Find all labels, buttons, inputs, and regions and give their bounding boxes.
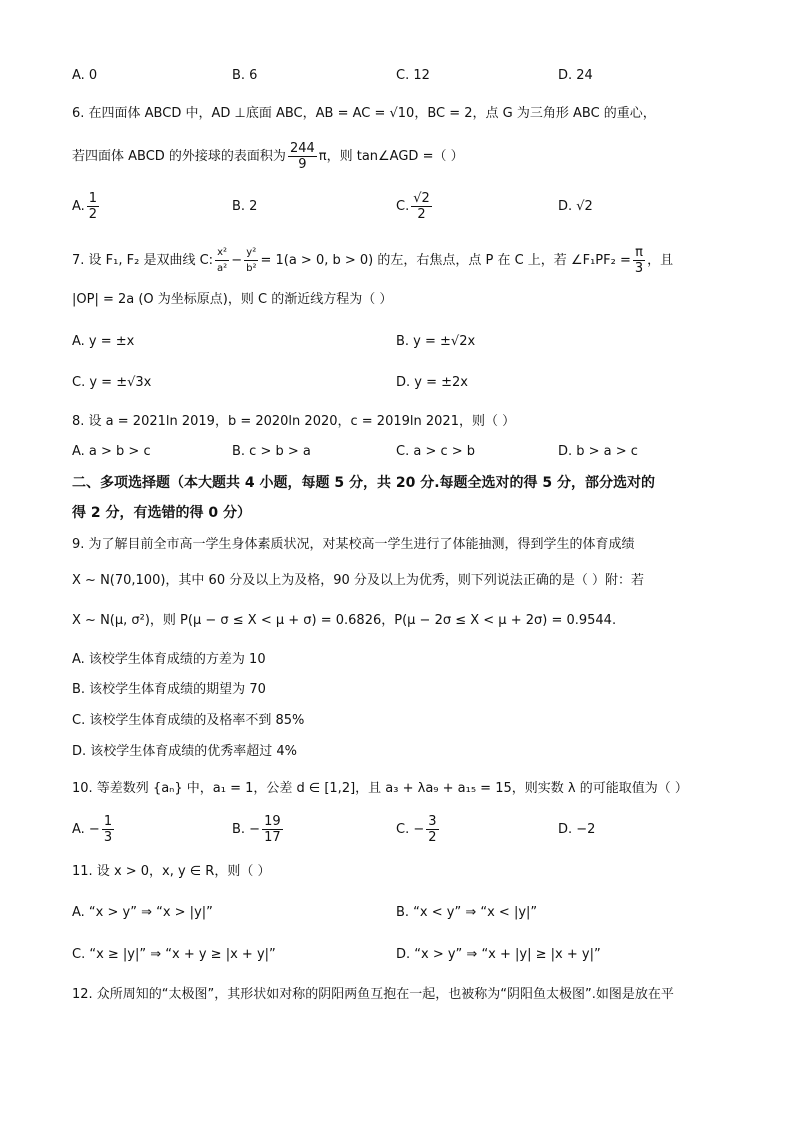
q6-fraction-num: 244	[289, 141, 315, 156]
q10-option-a-num: 1	[103, 814, 113, 829]
q7-minus: −	[231, 253, 243, 268]
q7-hyperbola-y-frac	[244, 245, 258, 276]
q7-angle-num: π	[633, 245, 645, 261]
q6-option-c-num: √2	[413, 191, 430, 206]
q9-option-b: B. 该校学生体育成绩的期望为 70	[72, 682, 266, 697]
q10-option-a-den: 3	[103, 830, 113, 845]
q5-option-a: A. 0	[72, 68, 98, 83]
q10-option-c	[396, 812, 441, 848]
q9-option-a: A. 该校学生体育成绩的方差为 10	[72, 652, 266, 667]
q9-stem-line1: 9. 为了解目前全市高一学生身体素质状况，对某校高一学生进行了体能抽测，得到学生的体育成绩	[72, 537, 635, 552]
q11-option-a: A. “x > y” ⇒ “x > |y|”	[72, 905, 213, 920]
q8-option-a: A. a > b > c	[72, 444, 151, 459]
q8-option-c: C. a > c > b	[396, 444, 476, 459]
q11-stem: 11. 设 x > 0，x, y ∈ R，则（ ）	[72, 864, 271, 879]
q8-option-d: D. b > a > c	[558, 444, 638, 459]
q6-fraction-den: 9	[298, 157, 307, 172]
q6-stem-line2	[72, 140, 464, 174]
q6-option-c	[396, 190, 434, 224]
q10-option-b	[232, 812, 285, 848]
q11-option-b: B. “x < y” ⇒ “x < |y|”	[396, 905, 538, 920]
q6-option-c-frac	[411, 191, 432, 222]
q6-option-b: B. 2	[232, 199, 258, 214]
q6-option-a-den: 2	[88, 207, 98, 222]
q12-stem: 12. 众所周知的“太极图”，其形状如对称的阴阳两鱼互抱在一起，也被称为“阴阳鱼太极图”.如图是放在平	[72, 987, 674, 1002]
q6-stem-line2-pre: 若四面体 ABCD 的外接球的表面积为	[72, 149, 286, 164]
q10-option-c-den: 2	[428, 830, 437, 845]
q6-option-a-label: A.	[72, 199, 85, 214]
q7-hy-num: y²	[244, 245, 258, 261]
q10-option-d: D. −2	[558, 822, 596, 837]
q5-option-c: C. 12	[396, 68, 430, 83]
q7-option-a: A. y = ±x	[72, 334, 135, 349]
q7-stem-line2: |OP| = 2a (O 为坐标原点)，则 C 的渐近线方程为（ ）	[72, 292, 393, 307]
q10-stem: 10. 等差数列 {aₙ} 中，a₁ = 1，公差 d ∈ [1,2]，且 a₃ + λa₉ + a₁₅ = 15，则实数 λ 的可能取值为（ ）	[72, 781, 688, 796]
q10-option-a-label: A. −	[72, 822, 100, 837]
q6-option-a-frac	[87, 191, 99, 222]
q7-stem-line1	[72, 244, 673, 278]
q5-option-b: B. 6	[232, 68, 258, 83]
q9-option-d: D. 该校学生体育成绩的优秀率超过 4%	[72, 744, 298, 759]
q6-option-a-num: 1	[88, 191, 98, 206]
q10-option-a	[72, 812, 116, 848]
q9-stem-line3: X ~ N(μ, σ²)，则 P(μ − σ ≤ X < μ + σ) = 0.6826，P(μ − 2σ ≤ X < μ + 2σ) = 0.9544.	[72, 613, 617, 628]
q7-stem-pre: 7. 设 F₁, F₂ 是双曲线 C:	[72, 253, 214, 268]
q7-angle-frac	[633, 245, 645, 276]
q8-stem: 8. 设 a = 2021ln 2019，b = 2020ln 2020，c = 2019ln 2021，则（ ）	[72, 414, 516, 429]
q8-option-b: B. c > b > a	[232, 444, 311, 459]
q6-option-c-label: C.	[396, 199, 410, 214]
q7-option-c: C. y = ±√3x	[72, 375, 152, 390]
section2-heading-line1: 二、多项选择题（本大题共 4 小题，每题 5 分，共 20 分.每题全选对的得 5 分，部分选对的	[72, 475, 656, 491]
q6-option-c-den: 2	[417, 207, 426, 222]
q6-stem-line1: 6. 在四面体 ABCD 中，AD ⊥底面 ABC，AB = AC = √10，BC = 2，点 G 为三角形 ABC 的重心，	[72, 106, 656, 121]
q7-angle-den: 3	[634, 261, 644, 276]
q6-stem-line2-post: π，则 tan∠AGD =（ ）	[318, 149, 464, 164]
q10-option-b-label: B. −	[232, 822, 261, 837]
q7-hx-den: a²	[217, 263, 228, 274]
q6-option-d: D. √2	[558, 199, 593, 214]
q5-option-d: D. 24	[558, 68, 593, 83]
q7-stem-post: ，且	[647, 253, 674, 268]
q6-fraction	[288, 141, 317, 172]
q11-option-c: C. “x ≥ |y|” ⇒ “x + y ≥ |x + y|”	[72, 947, 276, 962]
q10-option-c-frac	[426, 814, 438, 845]
q10-option-c-label: C. −	[396, 822, 425, 837]
q6-option-a	[72, 190, 101, 224]
q10-option-c-num: 3	[428, 814, 437, 829]
q9-option-c: C. 该校学生体育成绩的及格率不到 85%	[72, 713, 305, 728]
q7-hyperbola-x-frac	[215, 245, 229, 276]
q7-hx-num: x²	[215, 245, 229, 261]
q10-option-b-num: 19	[264, 814, 281, 829]
section2-heading-line2: 得 2 分，有选错的得 0 分）	[72, 505, 251, 521]
q7-option-b: B. y = ±√2x	[396, 334, 476, 349]
q11-option-d: D. “x > y” ⇒ “x + |y| ≥ |x + y|”	[396, 947, 601, 962]
q10-option-b-den: 17	[264, 830, 281, 845]
q7-hy-den: b²	[246, 263, 257, 274]
q7-stem-mid: = 1(a > 0, b > 0) 的左，右焦点，点 P 在 C 上，若 ∠F₁PF₂ =	[260, 253, 631, 268]
q10-option-a-frac	[102, 814, 114, 845]
q10-option-b-frac	[262, 814, 283, 845]
q7-option-d: D. y = ±2x	[396, 375, 468, 390]
q9-stem-line2: X ~ N(70,100)，其中 60 分及以上为及格，90 分及以上为优秀，则下列说法正确的是（ ）附：若	[72, 573, 645, 588]
